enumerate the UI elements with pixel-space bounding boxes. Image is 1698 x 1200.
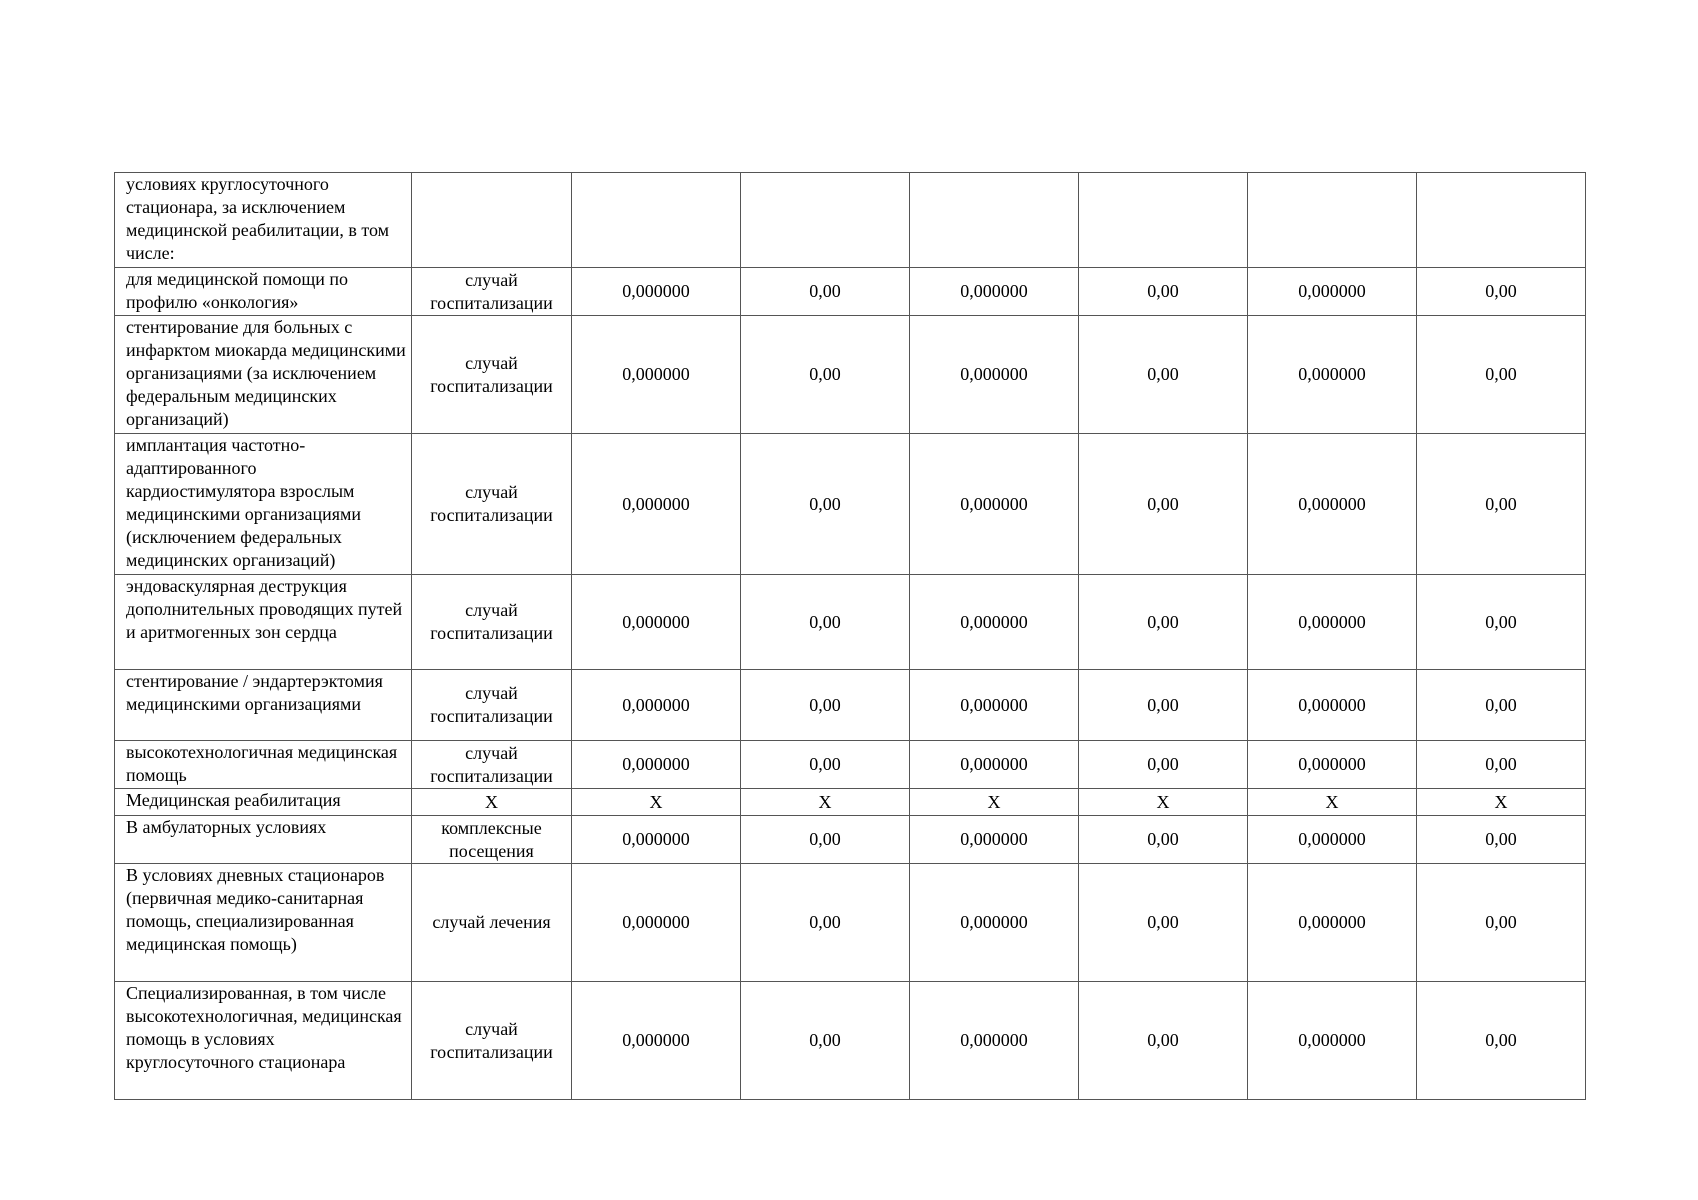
row-value-cell: 0,00 — [1417, 434, 1586, 575]
row-value-cell: 0,000000 — [572, 670, 741, 741]
row-name-cell: условиях круглосуточного стационара, за исключением медицинской реабилитации, в том числе: — [115, 173, 412, 268]
row-value-cell: 0,000000 — [910, 864, 1079, 982]
table-row — [115, 173, 1586, 268]
row-value-cell: 0,000000 — [572, 982, 741, 1100]
row-value-cell: 0,00 — [1079, 434, 1248, 575]
row-value-cell: 0,00 — [741, 864, 910, 982]
row-value-cell: 0,000000 — [1248, 316, 1417, 434]
row-value-cell: 0,000000 — [1248, 434, 1417, 575]
row-value-cell: 0,000000 — [572, 434, 741, 575]
row-value-cell: 0,00 — [741, 575, 910, 670]
row-value-cell — [741, 173, 910, 268]
row-value-cell: 0,00 — [1417, 670, 1586, 741]
row-value-cell: 0,00 — [1079, 982, 1248, 1100]
row-unit-cell: случай госпитализации — [412, 670, 572, 741]
row-value-cell: 0,000000 — [1248, 670, 1417, 741]
row-value-cell: 0,00 — [1079, 575, 1248, 670]
row-value-cell: 0,00 — [741, 434, 910, 575]
row-value-cell: 0,00 — [1079, 864, 1248, 982]
row-name-cell: В условиях дневных стационаров (первичная медико-санитарная помощь, специализированная медицинская помощь) — [115, 864, 412, 982]
row-value-cell: Х — [1417, 789, 1586, 816]
row-value-cell: 0,00 — [1079, 816, 1248, 864]
row-name-cell: для медицинской помощи по профилю «онкология» — [115, 268, 412, 316]
row-name-cell: имплантация частотно-адаптированного кардиостимулятора взрослым медицинскими организациями (исключением федеральных медицинских организаций) — [115, 434, 412, 575]
row-value-cell: 0,00 — [1079, 316, 1248, 434]
row-value-cell: 0,00 — [1079, 268, 1248, 316]
row-unit-cell: случай госпитализации — [412, 575, 572, 670]
row-value-cell — [1417, 173, 1586, 268]
table-row — [115, 670, 1586, 741]
row-value-cell: 0,000000 — [910, 434, 1079, 575]
row-value-cell: 0,000000 — [572, 575, 741, 670]
data-table — [114, 172, 1586, 1100]
row-unit-cell: случай госпитализации — [412, 982, 572, 1100]
row-value-cell: Х — [1248, 789, 1417, 816]
row-unit-cell: случай госпитализации — [412, 268, 572, 316]
row-value-cell: Х — [910, 789, 1079, 816]
row-value-cell: 0,000000 — [910, 982, 1079, 1100]
row-value-cell: 0,00 — [1417, 864, 1586, 982]
row-value-cell: 0,000000 — [1248, 575, 1417, 670]
row-value-cell: 0,000000 — [910, 670, 1079, 741]
row-value-cell: 0,00 — [1079, 741, 1248, 789]
table-row — [115, 268, 1586, 316]
row-value-cell: Х — [572, 789, 741, 816]
row-name-cell: Медицинская реабилитация — [115, 789, 412, 816]
row-name-cell: эндоваскулярная деструкция дополнительных проводящих путей и аритмогенных зон сердца — [115, 575, 412, 670]
row-value-cell: 0,00 — [741, 816, 910, 864]
row-value-cell: 0,00 — [741, 982, 910, 1100]
table-row — [115, 864, 1586, 982]
row-value-cell: 0,00 — [1417, 575, 1586, 670]
row-value-cell: Х — [1079, 789, 1248, 816]
table-row — [115, 789, 1586, 816]
row-value-cell: 0,000000 — [572, 741, 741, 789]
row-value-cell: 0,00 — [741, 316, 910, 434]
row-unit-cell: случай лечения — [412, 864, 572, 982]
row-value-cell: 0,000000 — [910, 741, 1079, 789]
row-name-cell: В амбулаторных условиях — [115, 816, 412, 864]
row-value-cell: 0,000000 — [1248, 741, 1417, 789]
row-value-cell: 0,00 — [1417, 816, 1586, 864]
row-value-cell: 0,00 — [1417, 982, 1586, 1100]
table-body — [115, 173, 1586, 1100]
row-name-cell: стентирование для больных с инфарктом миокарда медицинскими организациями (за исключением федеральным медицинских организаций) — [115, 316, 412, 434]
row-unit-cell: случай госпитализации — [412, 316, 572, 434]
row-value-cell — [910, 173, 1079, 268]
row-name-cell: Специализированная, в том числе высокотехнологичная, медицинская помощь в условиях круглосуточного стационара — [115, 982, 412, 1100]
row-value-cell: 0,000000 — [1248, 816, 1417, 864]
row-unit-cell — [412, 173, 572, 268]
row-value-cell: 0,00 — [1079, 670, 1248, 741]
row-value-cell — [1248, 173, 1417, 268]
table-row — [115, 575, 1586, 670]
row-value-cell: 0,000000 — [1248, 982, 1417, 1100]
table-row — [115, 316, 1586, 434]
table-row — [115, 741, 1586, 789]
row-value-cell: 0,000000 — [1248, 864, 1417, 982]
row-value-cell: 0,000000 — [572, 864, 741, 982]
row-value-cell: Х — [741, 789, 910, 816]
row-unit-cell: случай госпитализации — [412, 741, 572, 789]
row-value-cell — [572, 173, 741, 268]
row-unit-cell: Х — [412, 789, 572, 816]
table-row — [115, 816, 1586, 864]
row-value-cell: 0,00 — [1417, 316, 1586, 434]
row-value-cell — [1079, 173, 1248, 268]
row-value-cell: 0,000000 — [910, 268, 1079, 316]
row-value-cell: 0,00 — [741, 670, 910, 741]
row-value-cell: 0,000000 — [572, 316, 741, 434]
row-value-cell: 0,00 — [1417, 268, 1586, 316]
row-value-cell: 0,000000 — [572, 268, 741, 316]
row-value-cell: 0,000000 — [1248, 268, 1417, 316]
row-value-cell: 0,00 — [741, 268, 910, 316]
row-unit-cell: комплексные посещения — [412, 816, 572, 864]
row-value-cell: 0,000000 — [910, 316, 1079, 434]
row-unit-cell: случай госпитализации — [412, 434, 572, 575]
table-row — [115, 434, 1586, 575]
row-value-cell: 0,000000 — [910, 575, 1079, 670]
row-value-cell: 0,00 — [1417, 741, 1586, 789]
row-name-cell: высокотехнологичная медицинская помощь — [115, 741, 412, 789]
row-value-cell: 0,000000 — [572, 816, 741, 864]
row-name-cell: стентирование / эндартерэктомия медицинскими организациями — [115, 670, 412, 741]
table-row — [115, 982, 1586, 1100]
row-value-cell: 0,00 — [741, 741, 910, 789]
row-value-cell: 0,000000 — [910, 816, 1079, 864]
